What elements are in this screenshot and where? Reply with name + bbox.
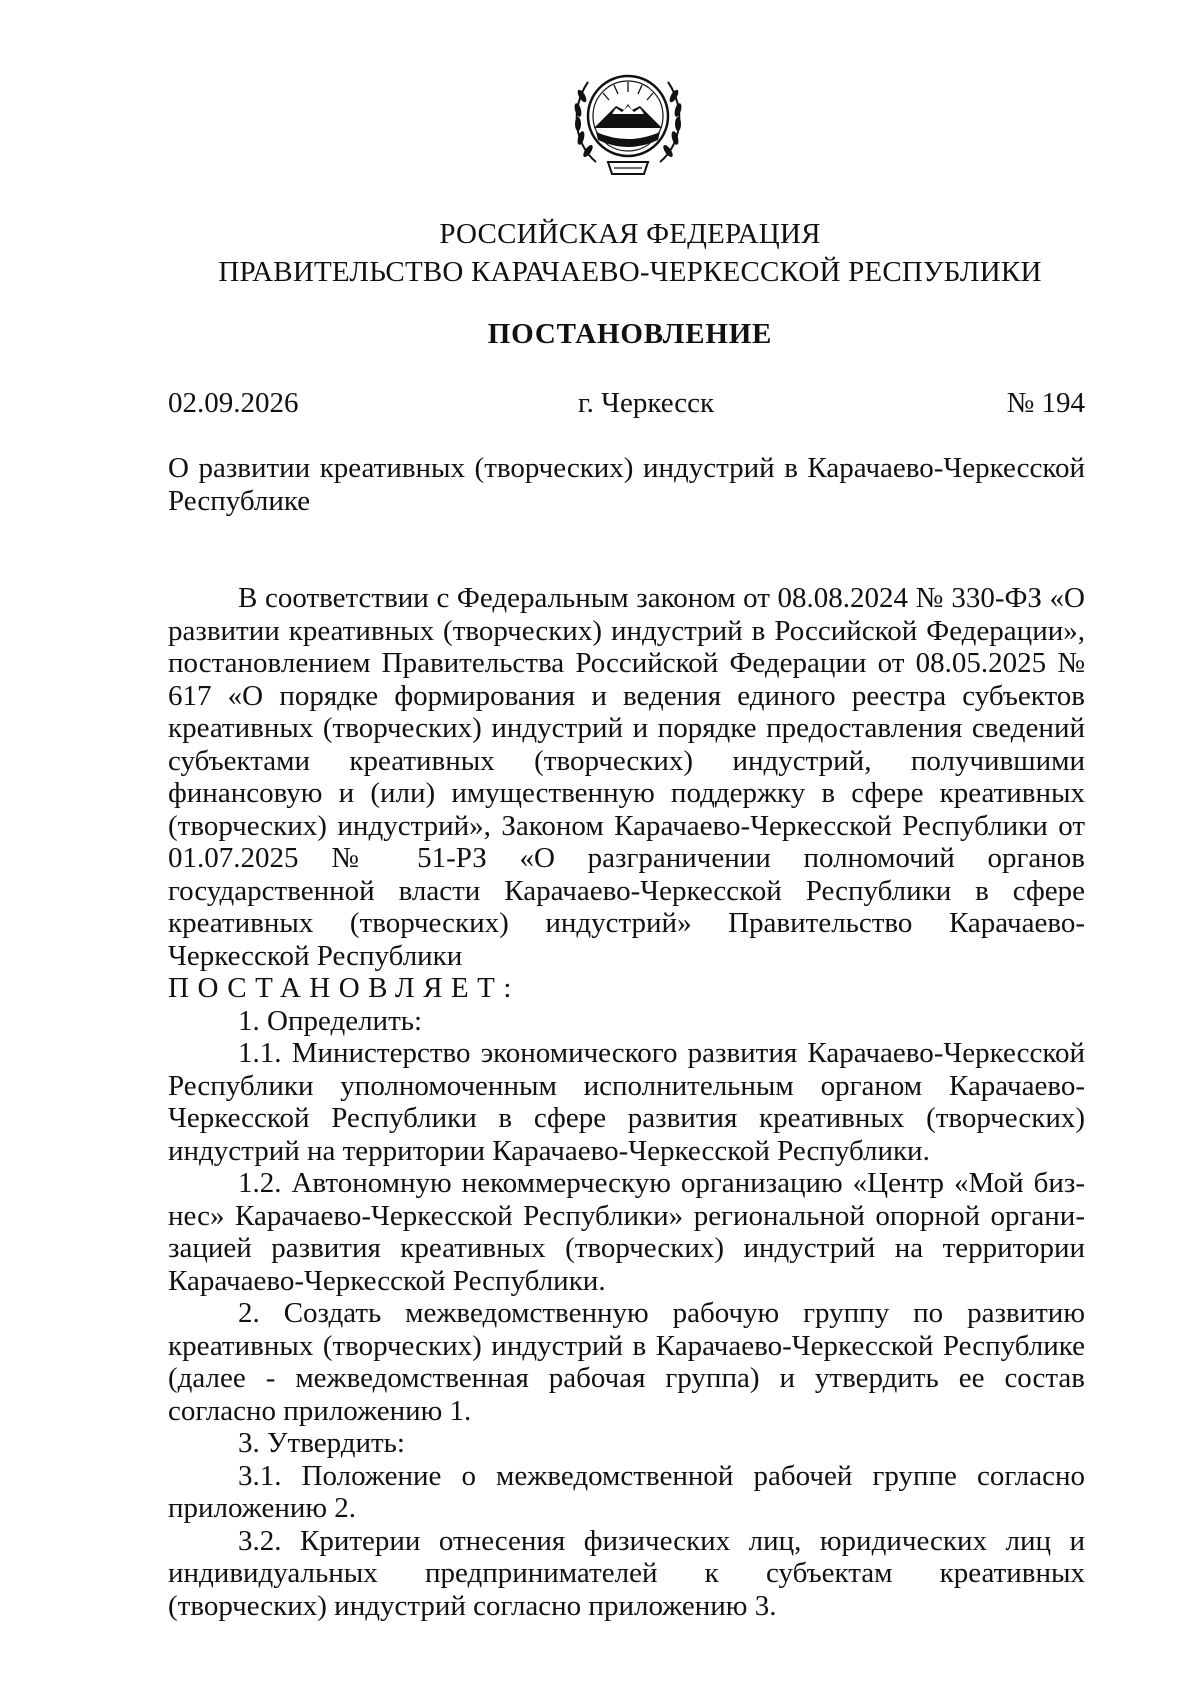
header-country: РОССИЙСКАЯ ФЕДЕРАЦИЯ: [439, 218, 821, 250]
header-government: ПРАВИТЕЛЬСТВО КАРАЧАЕВО-ЧЕРКЕССКОЙ РЕСПУБЛИКИ: [218, 256, 1042, 288]
clause-1-1: 1.1. Министерство экономического развития Карачаево-Черкесской Республики уполномоченным исполнительным органом Карачаево-Черкесской Республики в сфере развития креативных (творческих) индустрий на территории Карачаево-Черкесской Республики.: [168, 1037, 1085, 1167]
clause-3-2: 3.2. Критерии отнесения физических лиц, юридических лиц и индивидуальных предпринимателей к субъектам креативных (творческих) индустрий согласно приложению 3.: [168, 1524, 1085, 1622]
clause-1-2: 1.2. Автономную некоммерческую организацию «Центр «Мой бизнес» Карачаево-Черкесской Республики» региональной опорной организацией развития креативных (творческих) индустрий на территории Карачаево-Черкесской Республики.: [168, 1167, 1085, 1297]
document-city: г. Черкесск: [578, 387, 715, 419]
document-type: ПОСТАНОВЛЕНИЕ: [487, 318, 773, 350]
document-date: 02.09.2026: [168, 387, 299, 419]
clause-3: 3. Утвердить:: [238, 1427, 405, 1459]
clause-1: 1. Определить:: [238, 1004, 423, 1037]
preamble-paragraph: В соответствии с Федеральным законом от 08.08.2024 № 330-ФЗ «О развитии креативных (творческих) индустрий в Российской Федерации», постановлением Правительства Российской Федерации от 08.05.2025 № 617 «О порядке формирования и ведения единого реестра субъектов креативных (творческих) индустрий и порядке предоставления сведений субъектами креативных (творческих) индустрий, получившими финансовую и (или) имущественную поддержку в сфере креативных (творческих) индустрий», Законом Карачаево-Черкесской Республики от 01.07.2025 № 51-РЗ «О разграничении полномочий органов государственной власти Карачаево-Черкесской Республики в сфере креативных (творческих) индустрий» Правительство Карачаево-Черкесской Республики: [168, 582, 1085, 972]
coat-of-arms-emblem: [566, 58, 690, 184]
decree-word: ПОСТАНОВЛЯЕТ:: [168, 972, 520, 1004]
document-number: № 194: [1006, 387, 1085, 419]
document-body: [168, 582, 1085, 1622]
clause-2: 2. Создать межведомственную рабочую группу по развитию креативных (творческих) индустрий в Карачаево-Черкесской Республике (далее - межведомственная рабочая группа) и утвердить ее состав согласно приложению 1.: [168, 1297, 1085, 1427]
document-meta: [168, 387, 1085, 424]
document-subject: О развитии креативных (творческих) индустрий в Карачаево-Черкесской Республике: [168, 452, 1085, 517]
clause-3-1: 3.1. Положение о межведомственной рабочей группе согласно приложению 2.: [168, 1459, 1085, 1524]
